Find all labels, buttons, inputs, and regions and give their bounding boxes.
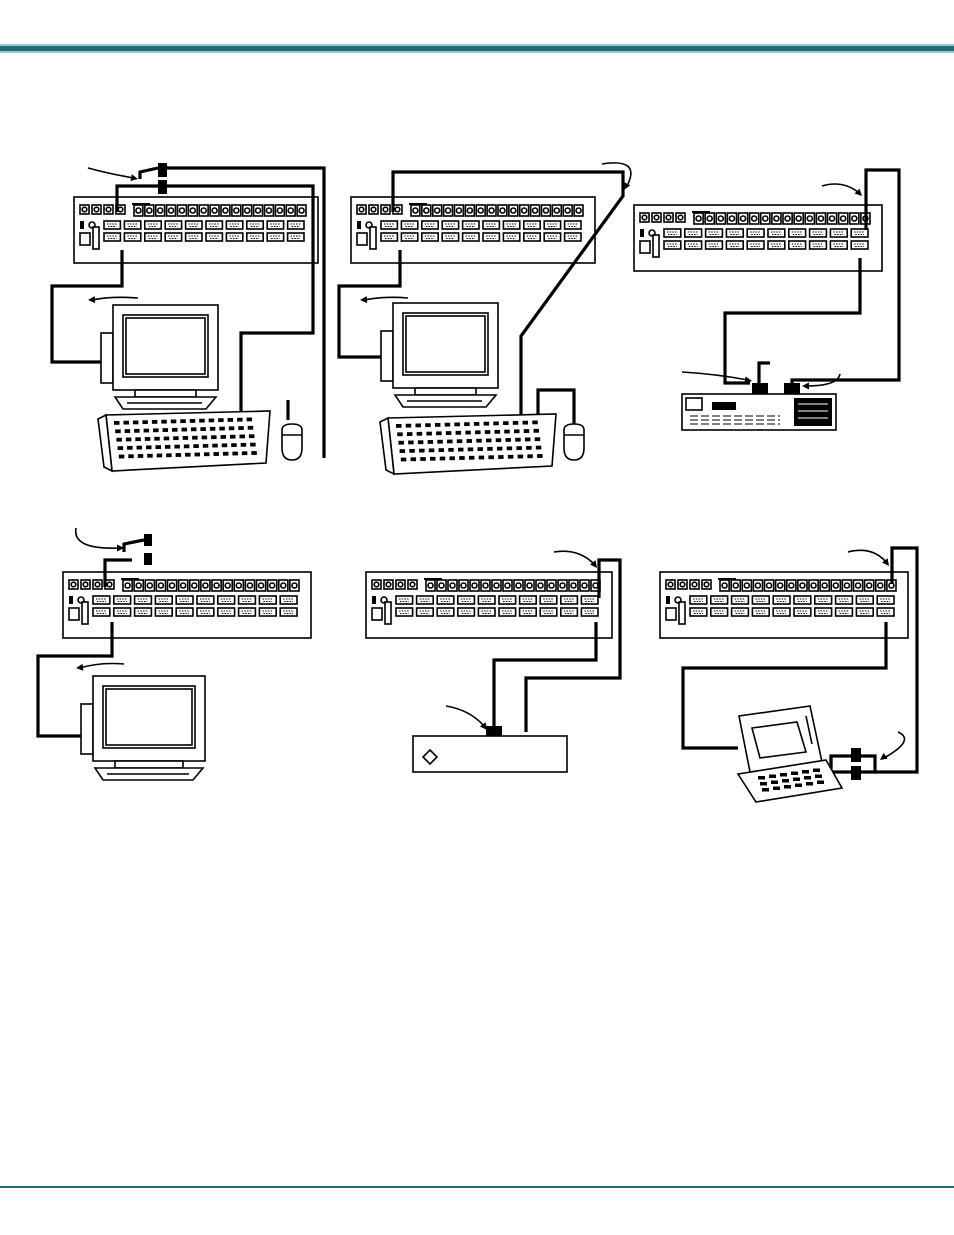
pointer-line bbox=[92, 297, 138, 300]
power-switch bbox=[357, 221, 361, 229]
key bbox=[406, 424, 412, 428]
pointer-line bbox=[682, 372, 748, 380]
laptop-key bbox=[784, 785, 791, 789]
key bbox=[479, 456, 485, 460]
cpu-vent bbox=[794, 398, 832, 426]
key bbox=[153, 428, 159, 432]
key bbox=[213, 452, 219, 456]
key bbox=[440, 457, 446, 461]
key bbox=[507, 446, 512, 450]
key bbox=[134, 429, 140, 433]
pointer-line bbox=[822, 184, 858, 192]
kvm-switch bbox=[660, 572, 908, 638]
y-cable-plug bbox=[144, 553, 152, 565]
key bbox=[445, 423, 451, 427]
y-cable-branch bbox=[831, 756, 851, 766]
key bbox=[532, 421, 538, 425]
key bbox=[184, 444, 190, 448]
y-cable-branch bbox=[124, 540, 144, 552]
laptop-key bbox=[773, 787, 780, 791]
y-cable-plug bbox=[158, 180, 167, 194]
pointer-line bbox=[88, 168, 134, 178]
key bbox=[401, 458, 407, 462]
key bbox=[176, 453, 182, 457]
video-cable bbox=[725, 258, 860, 383]
laptop-key bbox=[771, 781, 778, 785]
key bbox=[417, 432, 423, 436]
power-switch bbox=[666, 596, 670, 604]
key bbox=[447, 440, 453, 444]
laptop-key bbox=[758, 776, 765, 780]
key bbox=[212, 444, 218, 448]
key bbox=[155, 445, 161, 449]
power-switch bbox=[372, 596, 376, 604]
key bbox=[128, 454, 134, 458]
laptop-key bbox=[813, 769, 820, 773]
key bbox=[161, 420, 167, 424]
key bbox=[229, 426, 235, 430]
key bbox=[135, 437, 141, 441]
key bbox=[533, 429, 539, 433]
key bbox=[221, 435, 227, 439]
key bbox=[525, 438, 531, 442]
laptop-screen bbox=[752, 722, 806, 758]
monitor-side bbox=[381, 331, 393, 381]
pointer-arrow bbox=[602, 163, 631, 190]
y-cable-plug bbox=[158, 163, 167, 177]
power-switch bbox=[80, 221, 84, 229]
key bbox=[172, 428, 178, 432]
key bbox=[508, 455, 514, 459]
key bbox=[469, 456, 475, 460]
key bbox=[230, 435, 236, 439]
key bbox=[504, 430, 510, 434]
key bbox=[465, 431, 471, 435]
pointer-line bbox=[80, 664, 124, 669]
keyboard bbox=[380, 414, 556, 474]
kvm-switch bbox=[351, 197, 595, 263]
key bbox=[210, 427, 216, 431]
key bbox=[536, 446, 542, 450]
key bbox=[464, 422, 470, 426]
monitor bbox=[81, 676, 205, 780]
key bbox=[488, 455, 494, 459]
key bbox=[118, 446, 124, 450]
key bbox=[518, 455, 524, 459]
key bbox=[408, 441, 414, 445]
key bbox=[249, 434, 255, 438]
laptop-key bbox=[769, 775, 776, 779]
key bbox=[435, 423, 441, 427]
y-cable-plug bbox=[144, 534, 152, 546]
key bbox=[127, 446, 133, 450]
key bbox=[457, 439, 463, 443]
key bbox=[437, 440, 443, 444]
key bbox=[495, 430, 501, 434]
pointer-arrow bbox=[88, 168, 138, 181]
monitor-side bbox=[101, 333, 113, 383]
pointer-head bbox=[76, 664, 83, 671]
cpu-lead bbox=[759, 363, 770, 386]
key bbox=[192, 436, 198, 440]
key bbox=[477, 447, 483, 451]
key bbox=[523, 421, 529, 425]
pointer-head bbox=[624, 182, 630, 190]
pointer-arrow bbox=[802, 374, 840, 390]
key bbox=[486, 439, 492, 443]
key bbox=[527, 454, 533, 458]
key bbox=[163, 428, 169, 432]
pointer-head bbox=[88, 296, 95, 303]
key bbox=[174, 445, 180, 449]
laptop-key bbox=[791, 772, 798, 776]
key bbox=[446, 431, 452, 435]
monitor bbox=[101, 305, 218, 409]
laptop-key bbox=[782, 779, 789, 783]
key bbox=[219, 427, 225, 431]
laptop-key bbox=[802, 770, 809, 774]
pointer-head bbox=[360, 296, 367, 303]
key bbox=[146, 445, 152, 449]
pointer-arrow bbox=[822, 184, 862, 196]
y-cable-branch bbox=[140, 168, 158, 179]
key bbox=[436, 431, 442, 435]
key bbox=[228, 418, 234, 422]
key bbox=[232, 452, 238, 456]
key bbox=[152, 420, 158, 424]
pointer-arrow bbox=[446, 706, 487, 730]
key bbox=[454, 423, 460, 427]
ps2-cable bbox=[792, 170, 899, 387]
laptop-key bbox=[815, 775, 822, 779]
key bbox=[458, 448, 464, 452]
key bbox=[157, 454, 163, 458]
y-cable-join bbox=[861, 756, 875, 772]
pointer-arrow bbox=[554, 551, 597, 568]
pointer-line bbox=[884, 732, 904, 758]
laptop-key bbox=[804, 776, 811, 780]
key bbox=[485, 430, 491, 434]
key bbox=[171, 420, 177, 424]
key bbox=[456, 431, 462, 435]
key bbox=[209, 419, 215, 423]
key bbox=[514, 429, 520, 433]
key bbox=[449, 456, 455, 460]
keyboard bbox=[98, 411, 270, 471]
key bbox=[409, 449, 415, 453]
pointer-line bbox=[364, 297, 408, 300]
key bbox=[418, 440, 424, 444]
pointer-arrow bbox=[880, 732, 904, 760]
key bbox=[497, 447, 503, 451]
laptop-key bbox=[795, 784, 802, 788]
key bbox=[505, 438, 511, 442]
monitor-screen bbox=[123, 315, 208, 377]
key bbox=[145, 437, 151, 441]
power-switch bbox=[640, 229, 644, 237]
pointer-line bbox=[848, 550, 886, 562]
kvm-switch bbox=[63, 572, 311, 638]
key bbox=[496, 438, 502, 442]
key bbox=[430, 457, 436, 461]
key bbox=[251, 451, 256, 455]
key bbox=[516, 446, 522, 450]
serial-plug bbox=[486, 726, 502, 736]
laptop-key bbox=[760, 782, 767, 786]
laptop-key bbox=[780, 773, 787, 777]
pointer-head bbox=[802, 383, 809, 390]
key bbox=[133, 421, 139, 425]
key bbox=[180, 419, 186, 423]
key bbox=[467, 439, 473, 443]
mouse-body bbox=[564, 424, 584, 460]
key bbox=[513, 421, 519, 425]
key bbox=[231, 443, 237, 447]
mouse-body bbox=[282, 424, 302, 460]
key bbox=[190, 419, 196, 423]
key bbox=[537, 454, 543, 458]
key bbox=[185, 453, 191, 457]
key bbox=[203, 444, 209, 448]
key bbox=[181, 428, 187, 432]
key bbox=[419, 449, 425, 453]
key bbox=[137, 446, 143, 450]
key bbox=[138, 454, 144, 458]
key bbox=[468, 447, 474, 451]
y-cable-plug bbox=[851, 748, 861, 762]
monitor-neck bbox=[415, 388, 476, 395]
laptop-key bbox=[762, 788, 769, 792]
monitor-screen bbox=[403, 313, 488, 375]
key bbox=[166, 453, 172, 457]
key bbox=[183, 436, 189, 440]
monitor-screen bbox=[103, 686, 195, 748]
laptop-key bbox=[817, 781, 824, 785]
pointer-line bbox=[446, 706, 484, 726]
pointer-arrow bbox=[76, 528, 124, 552]
key bbox=[426, 432, 432, 436]
kvm-switch bbox=[366, 572, 612, 638]
key bbox=[250, 443, 256, 447]
key bbox=[524, 429, 530, 433]
key bbox=[476, 439, 482, 443]
key bbox=[400, 449, 406, 453]
key bbox=[147, 454, 153, 458]
key bbox=[193, 444, 199, 448]
key bbox=[142, 420, 148, 424]
monitor bbox=[381, 303, 498, 407]
key bbox=[222, 443, 228, 447]
key bbox=[398, 441, 404, 445]
key bbox=[396, 424, 402, 428]
switch-chassis bbox=[366, 572, 612, 638]
key bbox=[247, 418, 253, 422]
key bbox=[515, 438, 521, 442]
key bbox=[487, 447, 493, 451]
key bbox=[154, 437, 160, 441]
key bbox=[498, 455, 504, 459]
pointer-arrow bbox=[88, 296, 138, 303]
laptop-key bbox=[806, 782, 813, 786]
kvm-switch bbox=[74, 197, 318, 263]
monitor-neck bbox=[135, 390, 196, 397]
key bbox=[238, 426, 244, 430]
key bbox=[503, 421, 509, 425]
key bbox=[425, 423, 431, 427]
y-cable-branch bbox=[831, 756, 851, 772]
cpu-drive bbox=[712, 402, 736, 410]
key bbox=[459, 456, 465, 460]
pointer-head bbox=[130, 174, 138, 181]
key bbox=[144, 429, 150, 433]
laptop-key bbox=[793, 778, 800, 782]
key bbox=[420, 457, 426, 461]
footer-rule bbox=[0, 1186, 954, 1192]
key bbox=[242, 451, 248, 455]
key bbox=[200, 427, 206, 431]
key bbox=[428, 440, 434, 444]
key bbox=[114, 421, 120, 425]
key bbox=[164, 437, 170, 441]
key bbox=[535, 437, 541, 441]
key bbox=[223, 452, 229, 456]
laptop bbox=[738, 706, 842, 802]
key bbox=[119, 455, 125, 459]
key bbox=[202, 436, 208, 440]
pointer-line bbox=[76, 528, 120, 548]
key bbox=[218, 418, 224, 422]
key bbox=[411, 457, 417, 461]
serial-device-case bbox=[413, 736, 567, 772]
serial-device bbox=[413, 736, 567, 772]
kvm-switch bbox=[634, 205, 882, 271]
key bbox=[237, 418, 243, 422]
pointer-line bbox=[554, 551, 594, 564]
switch-chassis bbox=[74, 197, 318, 263]
cpu-tower bbox=[682, 394, 836, 430]
key bbox=[123, 421, 129, 425]
key bbox=[195, 453, 201, 457]
key bbox=[191, 427, 197, 431]
key bbox=[493, 422, 499, 426]
key bbox=[211, 435, 217, 439]
key bbox=[415, 424, 421, 428]
pointer-arrow bbox=[360, 296, 408, 303]
key bbox=[241, 443, 247, 447]
key bbox=[474, 422, 480, 426]
key bbox=[248, 426, 254, 430]
key bbox=[126, 438, 132, 442]
mouse bbox=[564, 424, 584, 460]
monitor-neck bbox=[115, 761, 183, 768]
key bbox=[173, 436, 179, 440]
key bbox=[116, 438, 122, 442]
key bbox=[439, 448, 445, 452]
y-cable-plug bbox=[851, 766, 861, 780]
pointer-arrow bbox=[848, 550, 889, 566]
key bbox=[407, 432, 413, 436]
key bbox=[475, 430, 481, 434]
key bbox=[125, 429, 130, 433]
monitor-side bbox=[81, 704, 93, 754]
power-switch bbox=[69, 596, 73, 604]
key bbox=[165, 445, 171, 449]
key bbox=[397, 432, 403, 436]
key bbox=[115, 429, 121, 433]
mouse bbox=[282, 424, 302, 460]
key bbox=[484, 422, 490, 426]
switch-chassis bbox=[351, 197, 595, 263]
key bbox=[429, 448, 435, 452]
key bbox=[199, 419, 205, 423]
key bbox=[526, 446, 532, 450]
key bbox=[239, 435, 245, 439]
key bbox=[204, 452, 210, 456]
pointer-arrow bbox=[76, 664, 124, 671]
key bbox=[448, 448, 454, 452]
